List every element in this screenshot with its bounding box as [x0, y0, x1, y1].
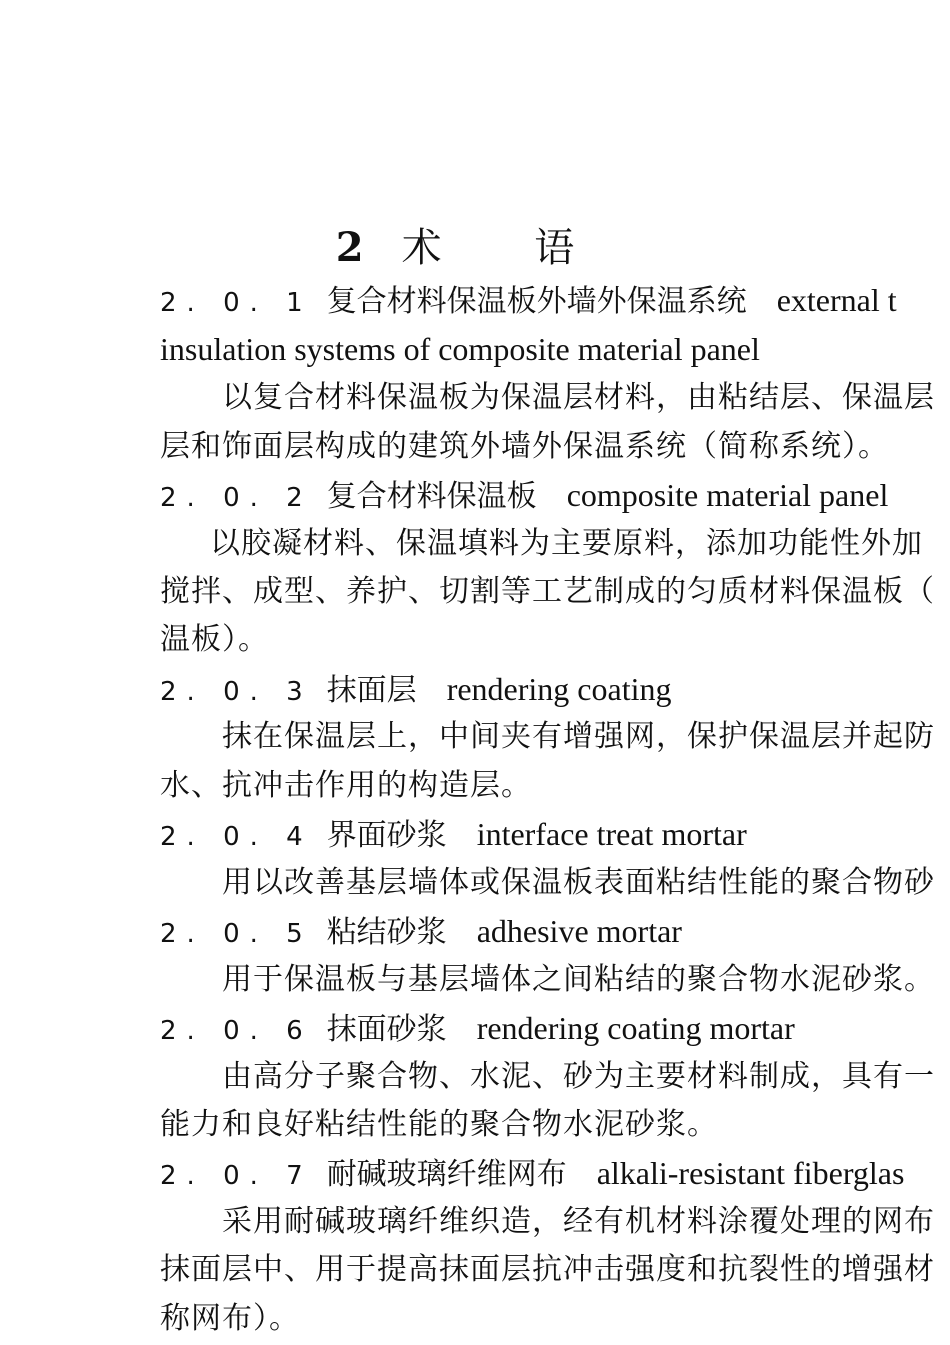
term-chinese: 耐碱玻璃纤维网布: [326, 1157, 567, 1192]
term-english: interface treat mortar: [476, 816, 747, 852]
term-chinese: 界面砂浆: [326, 818, 447, 853]
term-english: adhesive mortar: [476, 913, 682, 949]
clause-heading: [160, 911, 682, 951]
definition-line: 水、抗冲击作用的构造层。: [160, 768, 532, 803]
definition-line: 以胶凝材料、保温填料为主要原料，添加功能性外加: [210, 526, 923, 561]
clause-heading: [160, 475, 888, 515]
term-english: external t: [776, 282, 897, 318]
clause-heading: [160, 1153, 904, 1193]
term-english-continued: insulation systems of composite material panel: [160, 331, 760, 367]
definition-line: 抹在保温层上，中间夹有增强网，保护保温层并起防: [222, 719, 935, 754]
term-chinese: 粘结砂浆: [326, 915, 447, 950]
definition-line: 以复合材料保温板为保温层材料，由粘结层、保温层: [222, 380, 935, 415]
term-chinese: 复合材料保温板: [326, 479, 537, 514]
definition-line: 称网布）。: [160, 1301, 300, 1336]
clause-heading: [160, 669, 671, 709]
definition-line: 用于保温板与基层墙体之间粘结的聚合物水泥砂浆。: [222, 962, 935, 997]
definition-line: 由高分子聚合物、水泥、砂为主要材料制成，具有一: [222, 1059, 935, 1094]
term-english: rendering coating: [446, 671, 672, 707]
clause-number: 2. 0. 1: [160, 288, 313, 318]
clause-heading: [160, 280, 897, 320]
clause-number: 2. 0. 7: [160, 1161, 313, 1191]
clause-heading: [160, 814, 747, 854]
definition-line: 层和饰面层构成的建筑外墙外保温系统（简称系统）。: [160, 429, 889, 464]
clause-number: 2. 0. 4: [160, 822, 313, 852]
definition-line: 温板）。: [160, 622, 269, 657]
term-chinese: 抹面层: [326, 673, 417, 708]
chapter-title: 术 语: [401, 225, 615, 271]
definition-line: 抹面层中、用于提高抹面层抗冲击强度和抗裂性的增强材: [160, 1252, 935, 1287]
definition-line: 用以改善基层墙体或保温板表面粘结性能的聚合物砂: [222, 865, 935, 900]
definition-line: 搅拌、成型、养护、切割等工艺制成的匀质材料保温板（: [160, 574, 935, 609]
chapter-number: 2: [335, 224, 364, 271]
clause-number: 2. 0. 2: [160, 483, 313, 513]
clause-heading: [160, 1008, 795, 1048]
definition-line: 能力和良好粘结性能的聚合物水泥砂浆。: [160, 1107, 718, 1142]
clause-number: 2. 0. 3: [160, 677, 313, 707]
definition-line: 采用耐碱玻璃纤维织造，经有机材料涂覆处理的网布: [222, 1204, 935, 1239]
term-english: rendering coating mortar: [476, 1010, 795, 1046]
clause-number: 2. 0. 6: [160, 1016, 313, 1046]
term-chinese: 抹面砂浆: [326, 1012, 447, 1047]
term-english: alkali-resistant fiberglas: [596, 1155, 905, 1191]
clause-heading-continued: [160, 329, 760, 369]
chapter-heading: [0, 222, 950, 274]
clause-number: 2. 0. 5: [160, 919, 313, 949]
term-chinese: 复合材料保温板外墙外保温系统: [326, 284, 747, 319]
term-english: composite material panel: [566, 477, 889, 513]
